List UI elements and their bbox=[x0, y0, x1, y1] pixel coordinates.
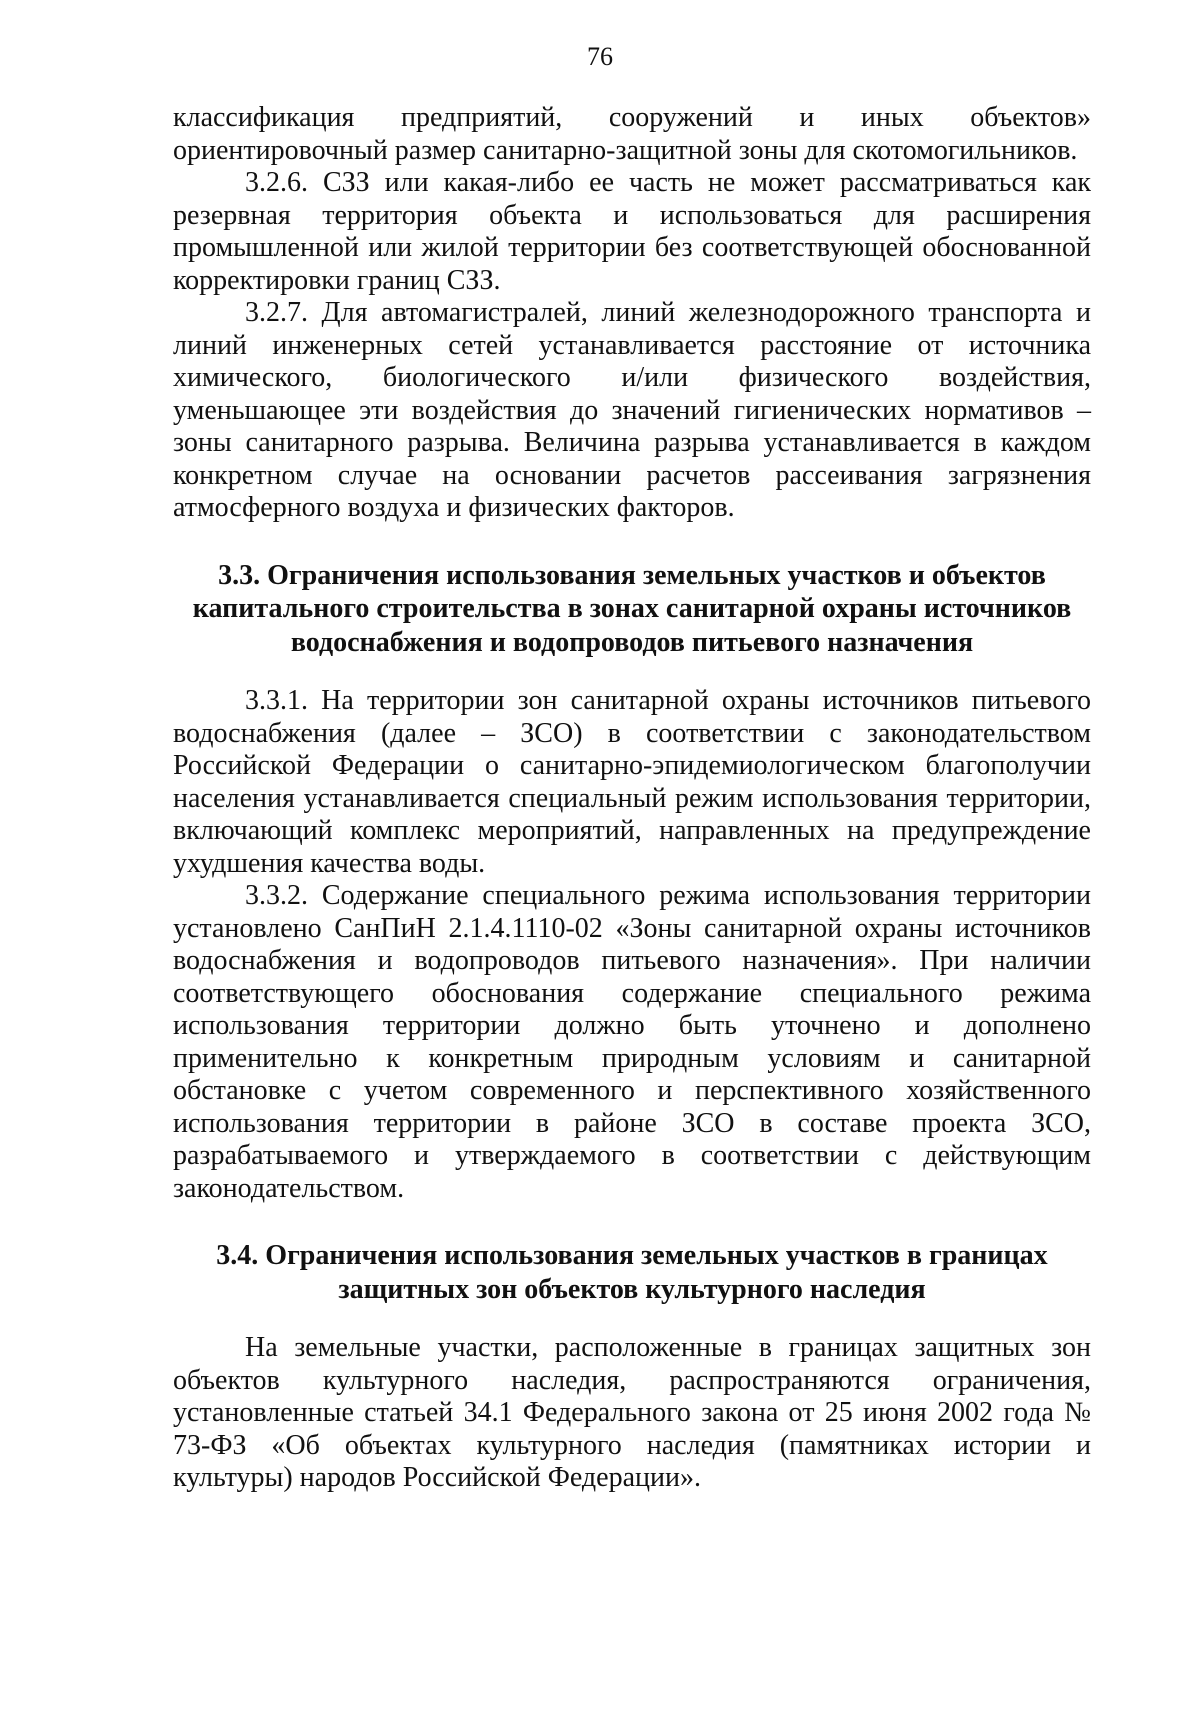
paragraph-3-3-1: 3.3.1. На территории зон санитарной охраны источников питьевого водоснабжения (далее – ЗСО) в соответствии с законодательством Российской Федерации о санитарно-эпидемиологическом благополучии населения устанавливается специальный режим использования территории, включающий комплекс мероприятий, направленных на предупреждение ухудшения качества воды. bbox=[173, 685, 1091, 879]
page-number: 76 bbox=[587, 42, 613, 71]
paragraph-3-3-2: 3.3.2. Содержание специального режима использования территории установлено СанПиН 2.1.4.1110-02 «Зоны санитарной охраны источников водоснабжения и водопроводов питьевого назначения». При наличии соответствующего обоснования содержание специального режима использования территории должно быть уточнено и дополнено применительно к конкретным природным условиям и санитарной обстановке с учетом современного и перспективного хозяйственного использования территории в районе ЗСО в составе проекта ЗСО, разрабатываемого и утверждаемого в соответствии с действующим законодательством. bbox=[173, 880, 1091, 1204]
paragraph-3-4: На земельные участки, расположенные в границах защитных зон объектов культурного наследия, распространяются ограничения, установленные статьей 34.1 Федерального закона от 25 июня 2002 года № 73-ФЗ «Об объектах культурного наследия (памятниках истории и культуры) народов Российской Федерации». bbox=[173, 1332, 1091, 1493]
paragraph-3-2-6: 3.2.6. СЗЗ или какая-либо ее часть не может рассматриваться как резервная территория объекта и использоваться для расширения промышленной или жилой территории без соответствующей обоснованной корректировки границ СЗЗ. bbox=[173, 167, 1091, 296]
section-heading-3-3: 3.3. Ограничения использования земельных участков и объектов капитального строительства в зонах санитарной охраны источников водоснабжения и водопроводов питьевого назначения bbox=[192, 559, 1072, 658]
document-body bbox=[173, 102, 1091, 1495]
paragraph-3-2-7: 3.2.7. Для автомагистралей, линий железнодорожного транспорта и линий инженерных сетей устанавливается расстояние от источника химического, биологического и/или физического воздействия, уменьшающее эти воздействия до значений гигиенических нормативов – зоны санитарного разрыва. Величина разрыва устанавливается в каждом конкретном случае на основании расчетов рассеивания загрязнения атмосферного воздуха и физических факторов. bbox=[173, 297, 1091, 523]
section-heading-3-4: 3.4. Ограничения использования земельных участков в границах защитных зон объектов культурного наследия bbox=[216, 1240, 1048, 1305]
paragraph-continuation: классификация предприятий, сооружений и иных объектов» ориентировочный размер санитарно-защитной зоны для скотомогильников. bbox=[173, 102, 1091, 166]
